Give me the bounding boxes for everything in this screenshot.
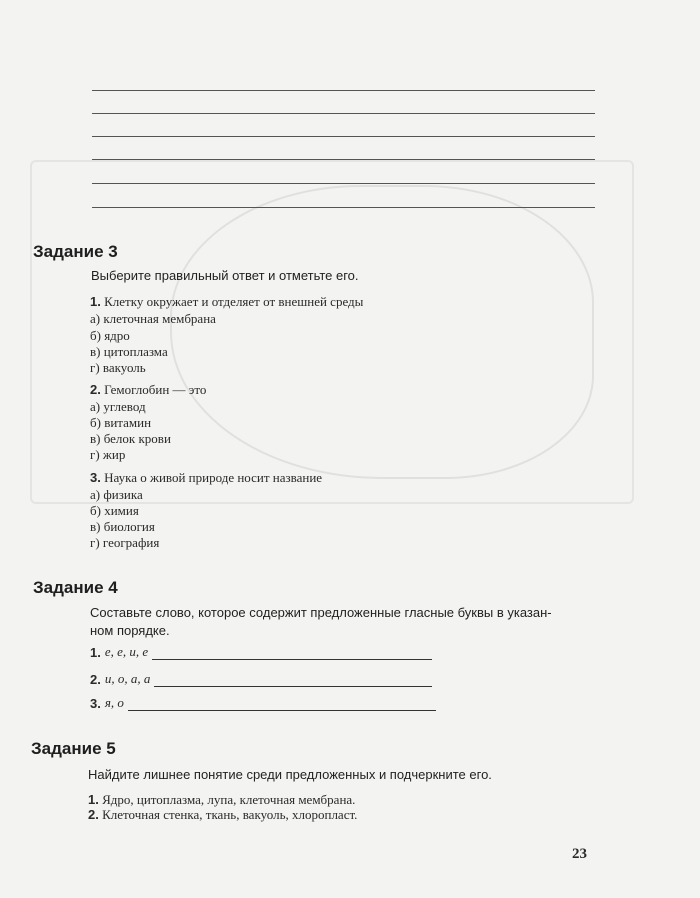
- answer-blank[interactable]: [128, 698, 436, 711]
- answer-line[interactable]: [92, 207, 595, 208]
- vowel-letters: е, е, и, е: [104, 644, 149, 659]
- task3-q2-option-c[interactable]: в) белок крови: [90, 431, 171, 446]
- task5-title: Задание 5: [31, 739, 116, 758]
- answer-line[interactable]: [92, 113, 595, 114]
- item-text[interactable]: Клеточная стенка, ткань, вакуоль, хлоропласт.: [102, 807, 358, 822]
- question-text: Гемоглобин — это: [104, 382, 207, 397]
- task3-q2-option-d[interactable]: г) жир: [90, 447, 126, 462]
- task4-item-1: [90, 644, 432, 660]
- task3-question-1: [90, 293, 363, 310]
- task5-item-2: [88, 806, 357, 823]
- question-number: 3.: [90, 470, 101, 485]
- task4-item-3: [90, 695, 436, 711]
- task3-q1-option-d[interactable]: г) вакуоль: [90, 360, 146, 375]
- item-number: 3.: [90, 696, 101, 711]
- answer-line[interactable]: [92, 136, 595, 137]
- answer-blank[interactable]: [154, 674, 432, 687]
- task3-q1-option-b[interactable]: б) ядро: [90, 328, 130, 343]
- task3-q3-option-d[interactable]: г) география: [90, 535, 160, 550]
- item-number: 2.: [90, 672, 101, 687]
- task3-q1-option-c[interactable]: в) цитоплазма: [90, 344, 168, 359]
- question-number: 2.: [90, 382, 101, 397]
- task4-item-2: [90, 671, 432, 687]
- item-number: 2.: [88, 807, 99, 822]
- answer-line[interactable]: [92, 90, 595, 91]
- task3-question-3: [90, 469, 322, 486]
- task3-q2-option-a[interactable]: а) углевод: [90, 399, 146, 414]
- answer-line[interactable]: [92, 183, 595, 184]
- task3-q3-option-c[interactable]: в) биология: [90, 519, 155, 534]
- question-text: Наука о живой природе носит название: [104, 470, 323, 485]
- task3-title: Задание 3: [33, 242, 118, 261]
- item-number: 1.: [90, 645, 101, 660]
- question-number: 1.: [90, 294, 101, 309]
- vowel-letters: и, о, а, а: [104, 671, 151, 686]
- task3-q3-option-b[interactable]: б) химия: [90, 503, 139, 518]
- answer-blank[interactable]: [152, 647, 432, 660]
- task3-q1-option-a[interactable]: а) клеточная мембрана: [90, 311, 216, 326]
- question-text: Клетку окружает и отделяет от внешней среды: [104, 294, 364, 309]
- show-through-figure: [170, 185, 594, 479]
- task4-instruction-line1: Составьте слово, которое содержит предложенные гласные буквы в указан-: [90, 605, 552, 620]
- vowel-letters: я, о: [104, 695, 124, 710]
- task3-q3-option-a[interactable]: а) физика: [90, 487, 143, 502]
- task5-instruction: Найдите лишнее понятие среди предложенных и подчеркните его.: [88, 767, 492, 782]
- task3-question-2: [90, 381, 206, 398]
- answer-line[interactable]: [92, 159, 595, 160]
- item-text[interactable]: Ядро, цитоплазма, лупа, клеточная мембрана.: [102, 792, 356, 807]
- page-number: 23: [572, 846, 587, 862]
- task4-title: Задание 4: [33, 578, 118, 597]
- task3-instruction: Выберите правильный ответ и отметьте его.: [91, 268, 359, 283]
- task3-q2-option-b[interactable]: б) витамин: [90, 415, 152, 430]
- task4-instruction-line2: ном порядке.: [90, 623, 170, 638]
- item-number: 1.: [88, 792, 99, 807]
